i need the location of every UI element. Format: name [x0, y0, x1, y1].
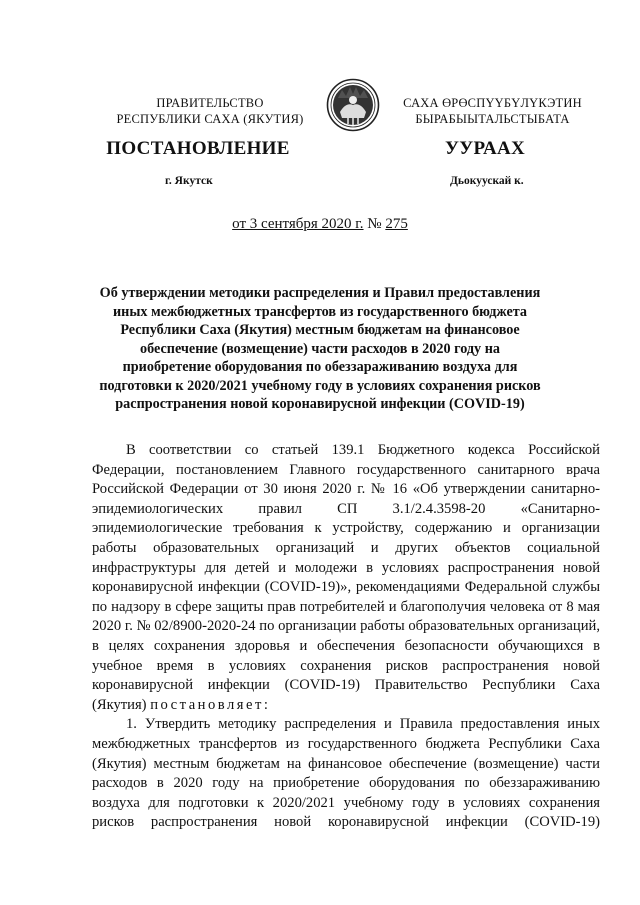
header-right-line1: САХА ӨРӨСПҮҮБҮЛҮКЭТИН [403, 96, 582, 110]
document-date: от 3 сентября 2020 г. [232, 216, 364, 232]
header-right-line2: БЫРАБЫЫТАЛЬСТЫБАТА [415, 112, 570, 126]
paragraph-1-text: В соответствии со статьей 139.1 Бюджетного кодекса Российской Федерации, постановлением Главного государственного санитарного врача Российской Федерации от 30 июня 2020 г. № 16 «Об утверждении санитарно-эпидемиологических правил СП 3.1/2.4.3598-20 «Санитарно-эпидемиологические требования к устройству, содержанию и организации работы образовательных организаций и других объектов социальной инфраструктуры для детей и молодежи в условиях распространения новой коронавирусной инфекции (COVID-19)», рекомендациями Федеральной службы по надзору в сфере защиты прав потребителей и благополучия человека от 8 мая 2020 г. № 02/8900-2020-24 по организации работы образовательных организаций, в целях сохранения здоровья и обеспечения безопасности обучающихся в учебное время в условиях сохранения рисков распространения новой коронавирусной инфекции (COVID-19) Правительство Республики Саха (Якутия) [92, 442, 600, 713]
header-left-line2: РЕСПУБЛИКИ САХА (ЯКУТИЯ) [116, 112, 304, 126]
resolves-word: постановляет: [150, 696, 271, 713]
document-number: 275 [385, 216, 408, 232]
body-paragraph-1 [92, 441, 600, 715]
header-left [110, 95, 310, 127]
doc-type-sakha: УУРААХ [444, 138, 526, 159]
doc-type-ru: ПОСТАНОВЛЕНИЕ [106, 138, 290, 159]
header-left-line1: ПРАВИТЕЛЬСТВО [156, 96, 264, 110]
city-ru: г. Якутск [165, 175, 213, 187]
document-title: Об утверждении методики распределения и Правил предоставления иных межбюджетных трансфертов из государственного бюджета Республики Саха (Якутия) местным бюджетам на финансовое обеспечение (возмещение) части расходов в 2020 году на приобретение оборудования по обеззараживанию воздуха для подготовки к 2020/2021 учебному году в условиях сохранения рисков распространения новой коронавирусной инфекции (COVID-19) [99, 285, 541, 412]
body-paragraph-2: 1. Утвердить методику распределения и Правила предоставления иных межбюджетных трансфертов из государственного бюджета Республики Саха (Якутия) местным бюджетам на финансовое обеспечение (возмещение) части расходов в 2020 году на приобретение оборудования по обеззараживанию воздуха для подготовки к 2020/2021 учебному году в условиях сохранения рисков распространения новой коронавирусной инфекции (COVID-19) [92, 716, 600, 831]
yakutia-coat-of-arms-icon [326, 78, 380, 132]
city-sakha: Дьокуускай к. [450, 175, 524, 187]
document-date-number [0, 216, 640, 233]
number-sign: № [367, 216, 382, 232]
header-right [385, 95, 600, 127]
document-body [92, 441, 600, 833]
